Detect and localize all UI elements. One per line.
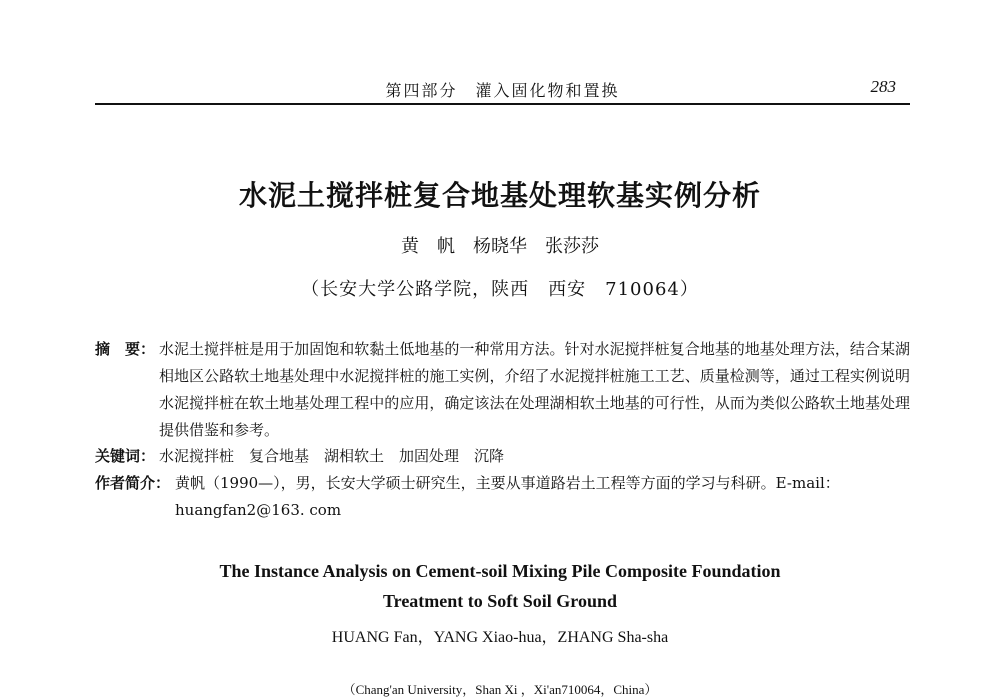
header-rule: [95, 103, 910, 105]
authors-en: HUANG Fan，YANG Xiao-hua，ZHANG Sha-sha: [331, 629, 669, 646]
abstract-label: 摘 要：: [95, 340, 156, 358]
affiliation-en: （Chang'an University，Shan Xi ，Xi'an710064，China）: [342, 682, 658, 697]
abstract-text: 水泥土搅拌桩是用于加固饱和软黏土低地基的一种常用方法。针对水泥搅拌桩复合地基的地基处理方法，结合某湖相地区公路软土地基处理中水泥搅拌桩的施工实例，介绍了水泥搅拌桩施工工艺、质量检测等，通过工程实例说明水泥搅拌桩在软土地基处理工程中的应用，确定该法在处理湖相软土地基的可行性，从而为类似公路软土地基处理提供借鉴和参考。: [159, 340, 910, 439]
paper-title-cn: 水泥土搅拌桩复合地基处理软基实例分析: [238, 179, 761, 212]
affiliation-cn: （长安大学公路学院，陕西 西安 710064）: [301, 279, 699, 300]
page-number: 283: [870, 77, 896, 96]
keywords-label: 关键词：: [95, 447, 156, 465]
bio-label: 作者简介：: [95, 474, 171, 492]
title-en-line2: Treatment to Soft Soil Ground: [382, 591, 617, 611]
author-bio: [95, 470, 910, 524]
bio-email[interactable]: huangfan2@163. com: [175, 501, 342, 519]
title-en-line1: The Instance Analysis on Cement-soil Mixing Pile Composite Foundation: [219, 561, 781, 581]
keywords: [95, 443, 910, 470]
paper-title-en: [0, 556, 1000, 616]
bio-text: 黄帆（1990—），男，长安大学硕士研究生，主要从事道路岩土工程等方面的学习与科研。E-mail：: [175, 474, 840, 492]
authors-cn: 黄 帆 杨晓华 张莎莎: [401, 236, 599, 257]
abstract: [95, 336, 910, 444]
keywords-text: 水泥搅拌桩 复合地基 湖相软土 加固处理 沉降: [159, 447, 505, 465]
running-header: [95, 74, 910, 102]
running-title: 第四部分 灌入固化物和置换: [385, 81, 620, 100]
